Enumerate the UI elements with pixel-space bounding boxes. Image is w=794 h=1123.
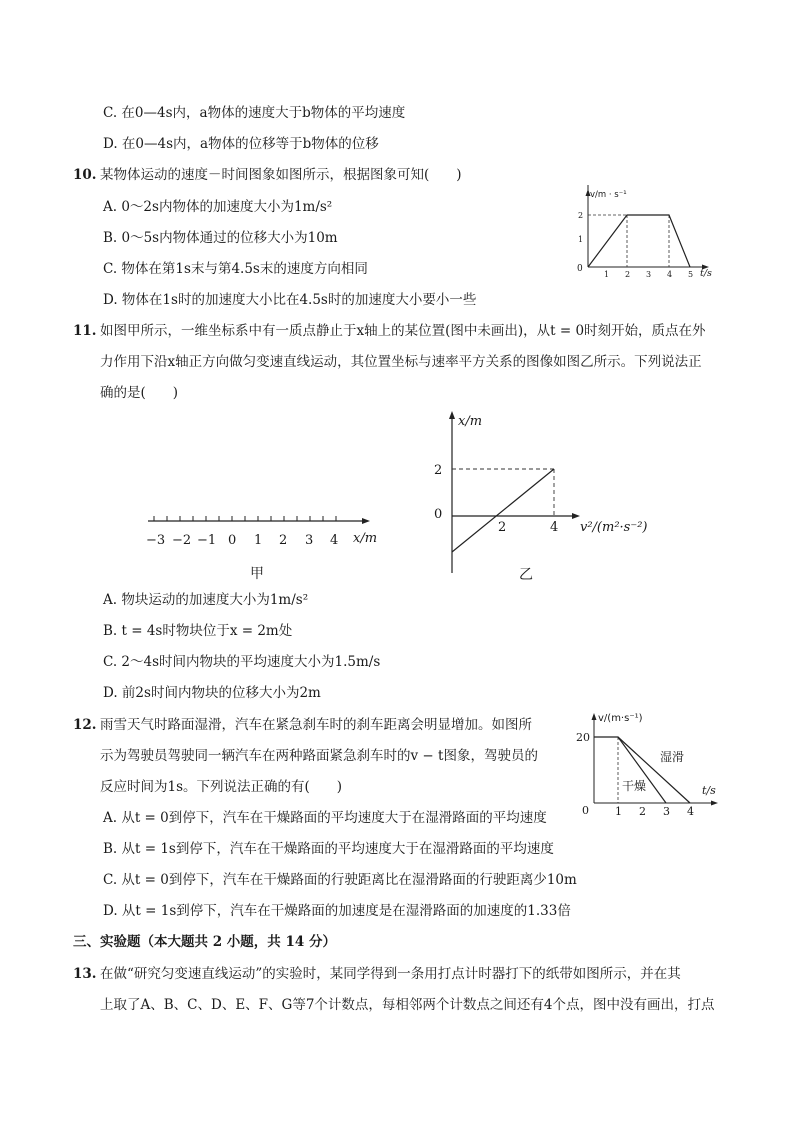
q11-jia-tick-4: 4 <box>330 533 339 548</box>
q12-dry-curve <box>618 737 666 803</box>
q11-fig-yi <box>420 405 660 585</box>
q11-option-d: D. 前2s时间内物块的位移大小为2m <box>103 685 321 701</box>
q11-jia-axis-label: x/m <box>353 531 378 546</box>
q10-vt-graph <box>570 185 720 280</box>
prev-option-c: C. 在0—4s内，a物体的速度大于b物体的平均速度 <box>103 105 406 121</box>
q12-xtick-1: 1 <box>615 805 622 818</box>
q11-jia-tick-2: 2 <box>279 533 288 548</box>
q12-vt-graph <box>572 706 722 818</box>
q10-velocity-curve <box>588 215 690 267</box>
q11-yi-xlabel: v²/(m²·s⁻²) <box>580 520 648 535</box>
q11-fig-jia <box>140 500 400 585</box>
q11-yi-ylabel: x/m <box>458 414 483 429</box>
q12-option-b: B. 从t = 1s到停下，汽车在干燥路面的平均速度大于在湿滑路面的平均速度 <box>103 841 554 857</box>
q11-stem-line1: 如图甲所示，一维坐标系中有一质点静止于x轴上的某位置(图中未画出)，从t = 0时刻开始，质点在外 <box>100 323 706 339</box>
q11-yi-caption: 乙 <box>519 567 533 583</box>
q12-xtick-3: 3 <box>663 805 670 818</box>
q12-option-c: C. 从t = 0到停下，汽车在干燥路面的行驶距离比在湿滑路面的行驶距离少10m <box>103 872 577 888</box>
q10-xtick-2: 2 <box>625 270 631 279</box>
q10-option-b: B. 0～5s内物体通过的位移大小为10m <box>103 230 338 246</box>
q11-jia-tick-m2: −2 <box>172 533 192 548</box>
q11-jia-tick-0: 0 <box>228 533 237 548</box>
q11-jia-tick-m3: −3 <box>146 533 166 548</box>
q11-option-a: A. 物块运动的加速度大小为1m/s² <box>103 592 309 608</box>
q11-yi-origin: 0 <box>434 507 443 522</box>
q12-stem-line2: 示为驾驶员驾驶同一辆汽车在两种路面紧急刹车时的v − t图象，驾驶员的 <box>100 748 538 764</box>
q10-xtick-1: 1 <box>604 270 610 279</box>
q11-yi-ytick-2: 2 <box>434 463 443 478</box>
q10-option-a: A. 0～2s内物体的加速度大小为1m/s² <box>103 199 333 215</box>
q10-xtick-3: 3 <box>646 270 652 279</box>
q12-option-d: D. 从t = 1s到停下，汽车在干燥路面的加速度是在湿滑路面的加速度的1.33倍 <box>103 903 571 919</box>
q11-option-c: C. 2～4s时间内物块的平均速度大小为1.5m/s <box>103 654 381 670</box>
q11-jia-tick-3: 3 <box>305 533 314 548</box>
q11-option-b: B. t = 4s时物块位于x = 2m处 <box>103 623 293 639</box>
q13-stem-line2: 上取了A、B、C、D、E、F、G等7个计数点，每相邻两个计数点之间还有4个点，图中没有画出，打点 <box>100 997 715 1013</box>
q12-option-a: A. 从t = 0到停下，汽车在干燥路面的平均速度大于在湿滑路面的平均速度 <box>103 810 547 826</box>
q12-origin: 0 <box>582 804 589 817</box>
q12-stem-line3: 反应时间为1s。下列说法正确的有( ) <box>100 779 343 795</box>
q11-jia-caption: 甲 <box>250 566 264 582</box>
q12-label-wet: 湿滑 <box>660 750 685 764</box>
q13-stem-line1: 在做“研究匀变速直线运动”的实验时，某同学得到一条用打点计时器打下的纸带如图所示，并在其 <box>100 966 681 982</box>
q13-number: 13. <box>73 966 97 982</box>
q11-stem-line3: 确的是( ) <box>100 385 179 401</box>
q12-label-dry: 干燥 <box>622 779 647 793</box>
section3-heading: 三、实验题（本大题共 2 小题，共 14 分） <box>73 934 336 950</box>
q11-jia-tick-m1: −1 <box>197 533 217 548</box>
q10-ytick-2: 2 <box>578 211 584 220</box>
q11-stem-line2: 力作用下沿x轴正方向做匀变速直线运动，其位置坐标与速率平方关系的图像如图乙所示。下列说法正 <box>100 354 702 370</box>
q10-origin: 0 <box>577 264 583 274</box>
q10-number: 10. <box>73 167 97 183</box>
q11-yi-xtick-2: 2 <box>498 520 507 535</box>
q10-option-d: D. 物体在1s时的加速度大小比在4.5s时的加速度大小要小一些 <box>103 292 477 308</box>
q10-ytick-1: 1 <box>578 235 584 244</box>
prev-option-d: D. 在0—4s内，a物体的位移等于b物体的位移 <box>103 136 379 152</box>
q12-xtick-4: 4 <box>687 805 694 818</box>
q11-jia-tick-1: 1 <box>254 533 263 548</box>
q10-option-c: C. 物体在第1s末与第4.5s末的速度方向相同 <box>103 261 368 277</box>
q12-ylabel: v/(m·s⁻¹) <box>598 713 643 724</box>
q10-xtick-5: 5 <box>688 270 694 279</box>
q12-stem-line1: 雨雪天气时路面湿滑，汽车在紧急刹车时的刹车距离会明显增加。如图所 <box>100 717 532 733</box>
q10-xlabel: t/s <box>700 268 712 279</box>
q12-xtick-2: 2 <box>639 805 646 818</box>
q12-xlabel: t/s <box>702 784 716 797</box>
q12-number: 12. <box>73 717 97 733</box>
q10-ylabel: v/m · s⁻¹ <box>590 190 627 200</box>
q11-yi-xtick-4: 4 <box>550 520 559 535</box>
q12-ytick-20: 20 <box>576 731 590 744</box>
q11-number: 11. <box>73 323 97 339</box>
q11-yi-line <box>452 469 554 552</box>
q10-xtick-4: 4 <box>667 270 673 279</box>
q10-stem: 某物体运动的速度－时间图象如图所示，根据图象可知( ) <box>100 167 462 183</box>
